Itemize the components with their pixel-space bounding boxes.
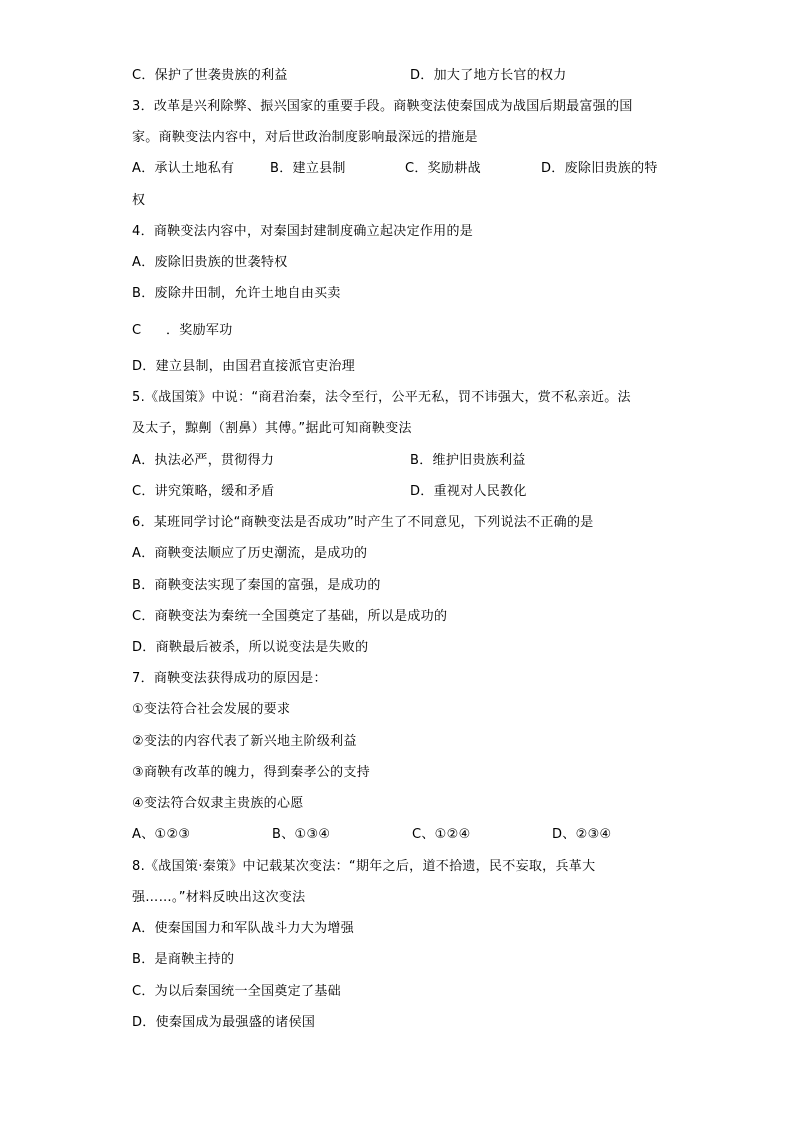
q7-statement-1: ①变法符合社会发展的要求	[132, 702, 291, 717]
q8-stem-line1: 8.《战国策·秦策》中记载某次变法：“期年之后，道不拾遗，民不妄取，兵革大	[132, 859, 596, 874]
q5-option-a: A．执法必严，贯彻得力	[132, 453, 275, 468]
q4-option-d: D．建立县制，由国君直接派官吏治理	[132, 359, 356, 374]
q5-option-c: C．讲究策略，缓和矛盾	[132, 484, 275, 499]
q5-stem-line1: 5.《战国策》中说：“商君治秦，法令至行，公平无私，罚不讳强大，赏不私亲近。法	[132, 390, 631, 405]
q4-stem: 4．商鞅变法内容中，对秦国封建制度确立起决定作用的是	[132, 224, 474, 239]
q4-option-b: B．废除井田制，允许土地自由买卖	[132, 286, 341, 301]
q5-stem-line2: 及太子，黥劓（割鼻）其傅。”据此可知商鞅变法	[132, 421, 412, 436]
q2-option-c: C．保护了世袭贵族的利益	[132, 68, 288, 83]
q3-option-d-continued: 权	[132, 193, 146, 208]
q5-option-d: D．重视对人民教化	[410, 484, 527, 499]
q8-stem-line2: 强……。”材料反映出这次变法	[132, 890, 306, 905]
q5-options-row2	[0, 483, 794, 501]
q7-statement-2: ②变法的内容代表了新兴地主阶级利益	[132, 734, 357, 749]
q3-option-c: C．奖励耕战	[405, 161, 481, 176]
q6-option-a: A．商鞅变法顺应了历史潮流，是成功的	[132, 546, 368, 561]
q3-option-b: B．建立县制	[270, 161, 346, 176]
q8-option-c: C．为以后秦国统一全国奠定了基础	[132, 984, 341, 999]
q3-options-row	[0, 160, 794, 178]
q5-options-row1	[0, 452, 794, 470]
q3-stem-line2: 家。商鞅变法内容中，对后世政治制度影响最深远的措施是	[132, 130, 478, 145]
q4-option-c: ．奖励军功	[166, 323, 233, 338]
q4-option-c-row	[0, 322, 794, 340]
q3-option-a: A．承认土地私有	[132, 161, 235, 176]
q8-option-a: A．使秦国国力和军队战斗力大为增强	[132, 921, 354, 936]
q7-statement-4: ④变法符合奴隶主贵族的心愿	[132, 796, 304, 811]
q7-option-c: C、①②④	[412, 827, 471, 842]
q8-option-b: B．是商鞅主持的	[132, 952, 235, 967]
q7-option-d: D、②③④	[552, 827, 612, 842]
q6-option-b: B．商鞅变法实现了秦国的富强，是成功的	[132, 578, 381, 593]
q4-option-c-letter: C	[132, 323, 142, 338]
q6-option-c: C．商鞅变法为秦统一全国奠定了基础，所以是成功的	[132, 609, 448, 624]
q6-option-d: D．商鞅最后被杀，所以说变法是失败的	[132, 640, 369, 655]
q6-stem: 6．某班同学讨论“商鞅变法是否成功”时产生了不同意见，下列说法不正确的是	[132, 515, 594, 530]
q7-option-b: B、①③④	[272, 827, 331, 842]
q7-options-row	[0, 826, 794, 844]
q7-stem: 7．商鞅变法获得成功的原因是：	[132, 671, 327, 686]
q7-option-a: A、①②③	[132, 827, 191, 842]
q3-option-d: D．废除旧贵族的特	[541, 161, 658, 176]
q8-option-d: D．使秦国成为最强盛的诸侯国	[132, 1015, 316, 1030]
q4-option-a: A．废除旧贵族的世袭特权	[132, 255, 288, 270]
q7-statement-3: ③商鞅有改革的魄力，得到秦孝公的支持	[132, 765, 371, 780]
q3-stem-line1: 3．改革是兴利除弊、振兴国家的重要手段。商鞅变法使秦国成为战国后期最富强的国	[132, 99, 633, 114]
q2-options-row	[0, 67, 794, 85]
q5-option-b: B．维护旧贵族利益	[410, 453, 526, 468]
q2-option-d: D．加大了地方长官的权力	[410, 68, 567, 83]
